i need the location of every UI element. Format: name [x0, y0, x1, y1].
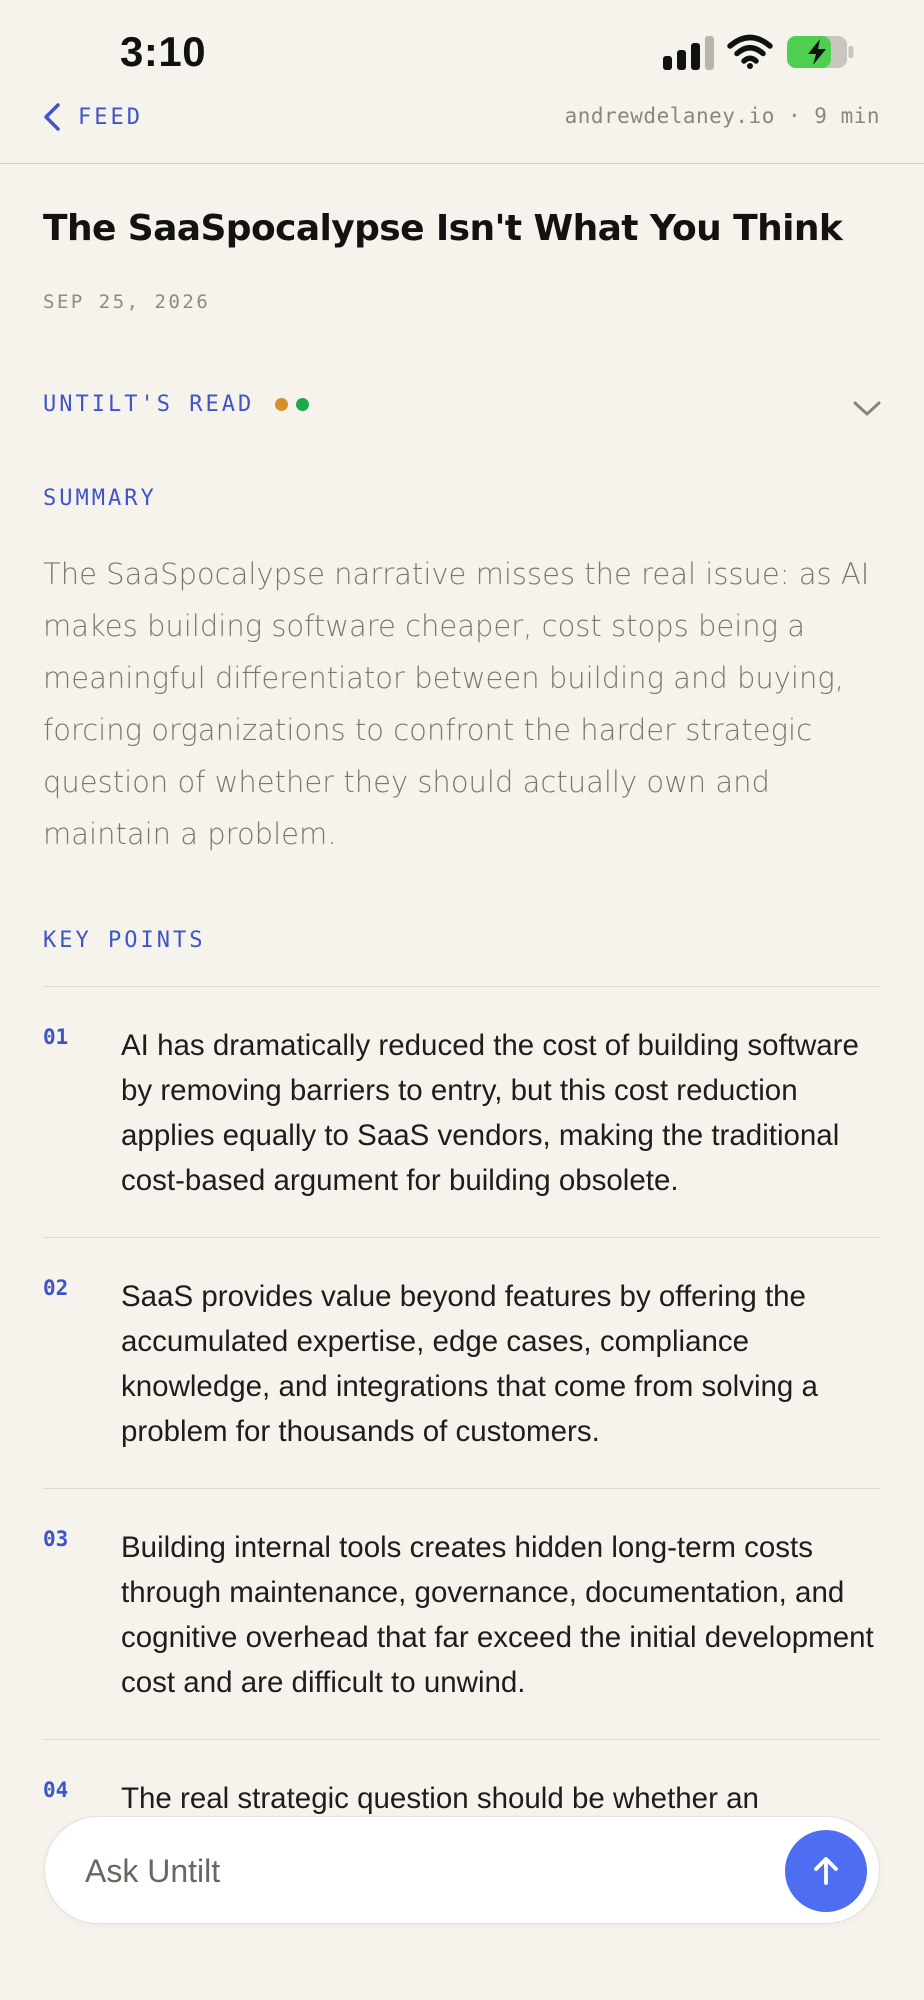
key-point-text: The real strategic question should be whether an [121, 1782, 759, 1815]
key-point-text: AI has dramatically reduced the cost of building software by removing barriers to entry, but this cost reduction applies equally to SaaS vendors, making the traditional cost-based argument for building obsolete. [121, 1029, 859, 1197]
orange-dot [275, 398, 288, 411]
status-time: 3:10 [120, 28, 207, 75]
arrow-up-icon [809, 1854, 843, 1888]
green-dot [296, 398, 309, 411]
key-point-number: 01 [43, 1025, 69, 1049]
wifi-icon [728, 35, 772, 69]
key-point-text: SaaS provides value beyond features by offering the accumulated expertise, edge cases, compliance knowledge, and integrations that come from solving a problem for thousands of customers. [121, 1280, 818, 1448]
key-point-number: 03 [43, 1527, 69, 1551]
key-point [43, 1237, 881, 1488]
key-point [43, 1488, 881, 1739]
ask-bar [44, 1816, 880, 1924]
article-date: SEP 25, 2026 [43, 291, 211, 313]
chevron-left-icon [42, 102, 62, 132]
summary-heading: SUMMARY [43, 486, 157, 511]
status-bar [0, 0, 924, 110]
key-point-text: Building internal tools creates hidden long-term costs through maintenance, governance, documentation, and cognitive overhead that far exceed the initial development cost and are difficult to unwind. [121, 1531, 874, 1699]
source-and-read-time: andrewdelaney.io · 9 min [564, 104, 880, 128]
article-title: The SaaSpocalypse Isn't What You Think [43, 208, 843, 249]
chevron-down-icon[interactable] [851, 392, 883, 424]
untilts-read-label: UNTILT'S READ [43, 392, 255, 417]
back-to-feed-button[interactable] [42, 102, 143, 132]
cellular-signal-icon [663, 34, 714, 70]
back-label: FEED [78, 104, 143, 130]
top-nav [0, 96, 924, 164]
summary-text: The SaaSpocalypse narrative misses the real issue: as AI makes building software cheaper, cost stops being a meaningful differentiator between building and buying, forcing organizations to confront the harder strategic question of whether they should actually own and maintain a problem. [43, 557, 870, 851]
battery-charging-icon [786, 35, 856, 69]
key-point-number: 02 [43, 1276, 69, 1300]
key-point [43, 986, 881, 1237]
untilts-read-toggle[interactable] [43, 392, 883, 426]
send-button[interactable] [785, 1830, 867, 1912]
status-dots [275, 398, 309, 411]
key-point-number: 04 [43, 1778, 69, 1802]
ask-untilt-input[interactable] [85, 1841, 705, 1901]
status-icons [663, 34, 856, 70]
key-points-heading: KEY POINTS [43, 928, 206, 953]
key-points-list [43, 986, 881, 1815]
